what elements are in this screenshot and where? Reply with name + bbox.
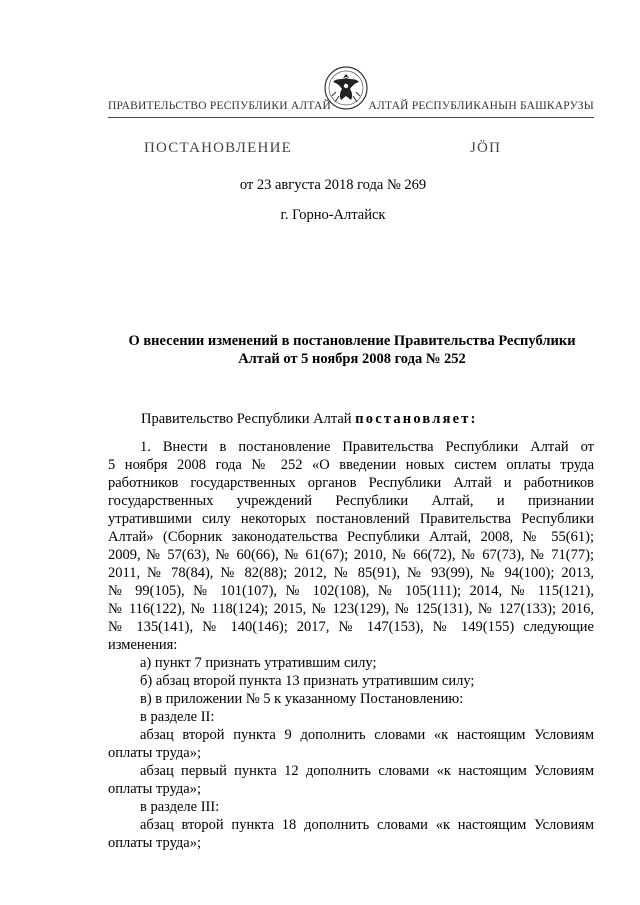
body-line: 2011, № 78(84), № 82(88); 2012, № 85(91), № 93(99), № 94(100); 2013, xyxy=(108,565,594,581)
body-line: изменения: xyxy=(108,637,178,653)
document-date: от 23 августа 2018 года № 269 xyxy=(239,177,427,193)
body-line: № 135(141), № 140(146); 2017, № 147(153), № 149(155) следующие xyxy=(108,619,594,635)
body-line: Алтай» (Сборник законодательства Республики Алтай, 2008, № 55(61); xyxy=(108,529,594,545)
coat-of-arms-icon xyxy=(322,62,370,114)
amendment-line: абзац первый пункта 12 дополнить словами «к настоящим Условиям xyxy=(140,763,594,779)
list-item: в) в приложении № 5 к указанному Постановлению: xyxy=(140,691,464,707)
body-line: 1. Внести в постановление Правительства Республики Алтай от xyxy=(140,439,594,455)
section-heading: в разделе III: xyxy=(140,799,220,815)
letterhead-divider xyxy=(108,117,594,118)
amendment-line: оплаты труда»; xyxy=(108,745,202,761)
doc-type-altai: ЈÖП xyxy=(470,140,502,156)
body-line: № 116(122), № 118(124); 2015, № 123(129), № 125(131), № 127(133); 2016, xyxy=(108,601,594,617)
decree-statement xyxy=(141,411,478,428)
amendment-line: абзац второй пункта 18 дополнить словами «к настоящим Условиям xyxy=(140,817,594,833)
letterhead-left: ПРАВИТЕЛЬСТВО РЕСПУБЛИКИ АЛТАЙ xyxy=(108,100,332,112)
doc-type-russian: ПОСТАНОВЛЕНИЕ xyxy=(144,140,292,156)
title-line: Алтай от 5 ноября 2008 года № 252 xyxy=(238,351,466,367)
list-item: а) пункт 7 признать утратившим силу; xyxy=(140,655,377,671)
amendment-line: абзац второй пункта 9 дополнить словами «к настоящим Условиям xyxy=(140,727,594,743)
list-item: в разделе II: xyxy=(140,709,215,725)
document-body xyxy=(108,438,594,852)
amendment-line: оплаты труда»; xyxy=(108,781,202,797)
body-line: утратившими силу некоторых постановлений Правительства Республики xyxy=(108,511,594,527)
body-line: 2009, № 57(63), № 60(66), № 61(67); 2010, № 66(72), № 67(73), № 71(77); xyxy=(108,547,594,563)
document-title xyxy=(110,332,594,368)
decree-subject: Правительство Республики Алтай xyxy=(141,411,356,427)
title-line: О внесении изменений в постановление Правительства Республики xyxy=(128,333,576,349)
decree-verb: постановляет: xyxy=(355,411,478,427)
body-line: государственных учреждений Республики Алтай, и признании xyxy=(108,493,594,509)
list-item: б) абзац второй пункта 13 признать утратившим силу; xyxy=(140,673,475,689)
body-line: работников государственных органов Республики Алтай и работников xyxy=(108,475,594,491)
amendment-line: оплаты труда»; xyxy=(108,835,202,851)
body-line: № 99(105), № 101(107), № 102(108), № 105(111); 2014, № 115(121), xyxy=(108,583,594,599)
document-city: г. Горно-Алтайск xyxy=(280,207,386,223)
body-line: 5 ноября 2008 года № 252 «О введении новых систем оплаты труда xyxy=(108,457,594,473)
letterhead-right: АЛТАЙ РЕСПУБЛИКАНЫН БАШКАРУЗЫ xyxy=(368,100,594,112)
